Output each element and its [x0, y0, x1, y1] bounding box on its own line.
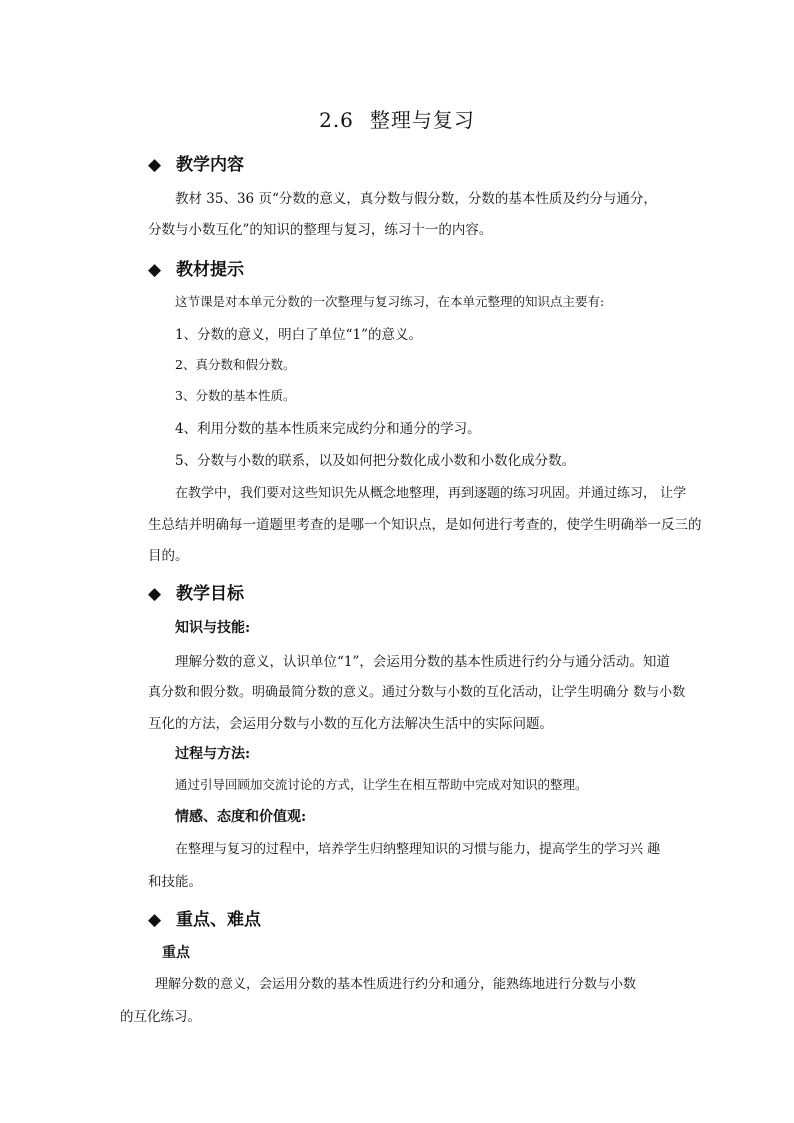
key-line-1: 理解分数的意义，会运用分数的基本性质进行约分和通分，能熟练地进行分数与小数 [155, 977, 637, 992]
section-heading-hints: ◆ 教材提示 [148, 260, 244, 280]
process-line: 通过引导回顾加交流讨论的方式，让学生在相互帮助中完成对知识的整理。 [175, 777, 588, 792]
knowledge-line-2: 真分数和假分数。明确最简分数的意义。通过分数与小数的互化活动，让学生明确分 数与小数 [148, 685, 686, 700]
diamond-bullet-icon: ◆ [148, 155, 162, 175]
process-title: 过程与方法: [175, 746, 251, 762]
hints-item-4: 4、利用分数的基本性质来完成约分和通分的学习。 [175, 421, 481, 437]
diamond-bullet-icon: ◆ [148, 910, 162, 930]
section-heading-goals: ◆ 教学目标 [148, 584, 244, 604]
section-heading-content: ◆ 教学内容 [148, 155, 244, 175]
hints-item-3: 3、分数的基本性质。 [175, 388, 296, 403]
knowledge-title: 知识与技能: [175, 620, 251, 636]
section-heading-key: ◆ 重点、难点 [148, 910, 261, 930]
hints-item-5: 5、分数与小数的联系，以及如何把分数化成小数和小数化成分数。 [175, 453, 576, 469]
emotion-title: 情感、态度和价值观: [175, 809, 307, 825]
hints-para-line-2: 生总结并明确每一道题里考查的是哪一个知识点，是如何进行考查的，使学生明确举一反三的 [148, 517, 702, 533]
diamond-bullet-icon: ◆ [148, 584, 162, 604]
title-text: 整理与复习 [369, 108, 475, 132]
page-title [0, 104, 794, 133]
emotion-line-2: 和技能。 [148, 874, 202, 890]
hints-item-2: 2、真分数和假分数。 [175, 357, 296, 372]
content-line-1: 教材 35、36 页“分数的意义，真分数与假分数，分数的基本性质及约分与通分， [175, 191, 657, 207]
emotion-line-1: 在整理与复习的过程中，培养学生归纳整理知识的习惯与能力，提高学生的学习兴 趣 [175, 842, 661, 857]
hints-para-line-3: 目的。 [148, 548, 189, 564]
hints-para-line-1: 在教学中，我们要对这些知识先从概念地整理，再到逐题的练习巩固。并通过练习， 让学 [175, 486, 687, 501]
diamond-bullet-icon: ◆ [148, 260, 162, 280]
key-subtitle: 重点 [162, 945, 190, 961]
content-line-2: 分数与小数互化”的知识的整理与复习，练习十一的内容。 [148, 222, 493, 238]
hints-item-1: 1、分数的意义，明白了单位“1”的意义。 [175, 327, 422, 343]
hints-intro: 这节课是对本单元分数的一次整理与复习练习，在本单元整理的知识点主要有: [175, 294, 605, 309]
title-number: 2.6 [319, 108, 354, 132]
key-line-2: 的互化练习。 [120, 1009, 201, 1025]
knowledge-line-3: 互化的方法，会运用分数与小数的互化方法解决生活中的实际问题。 [148, 716, 553, 732]
knowledge-line-1: 理解分数的意义，认识单位“1”，会运用分数的基本性质进行约分与通分活动。知道 [175, 654, 670, 670]
